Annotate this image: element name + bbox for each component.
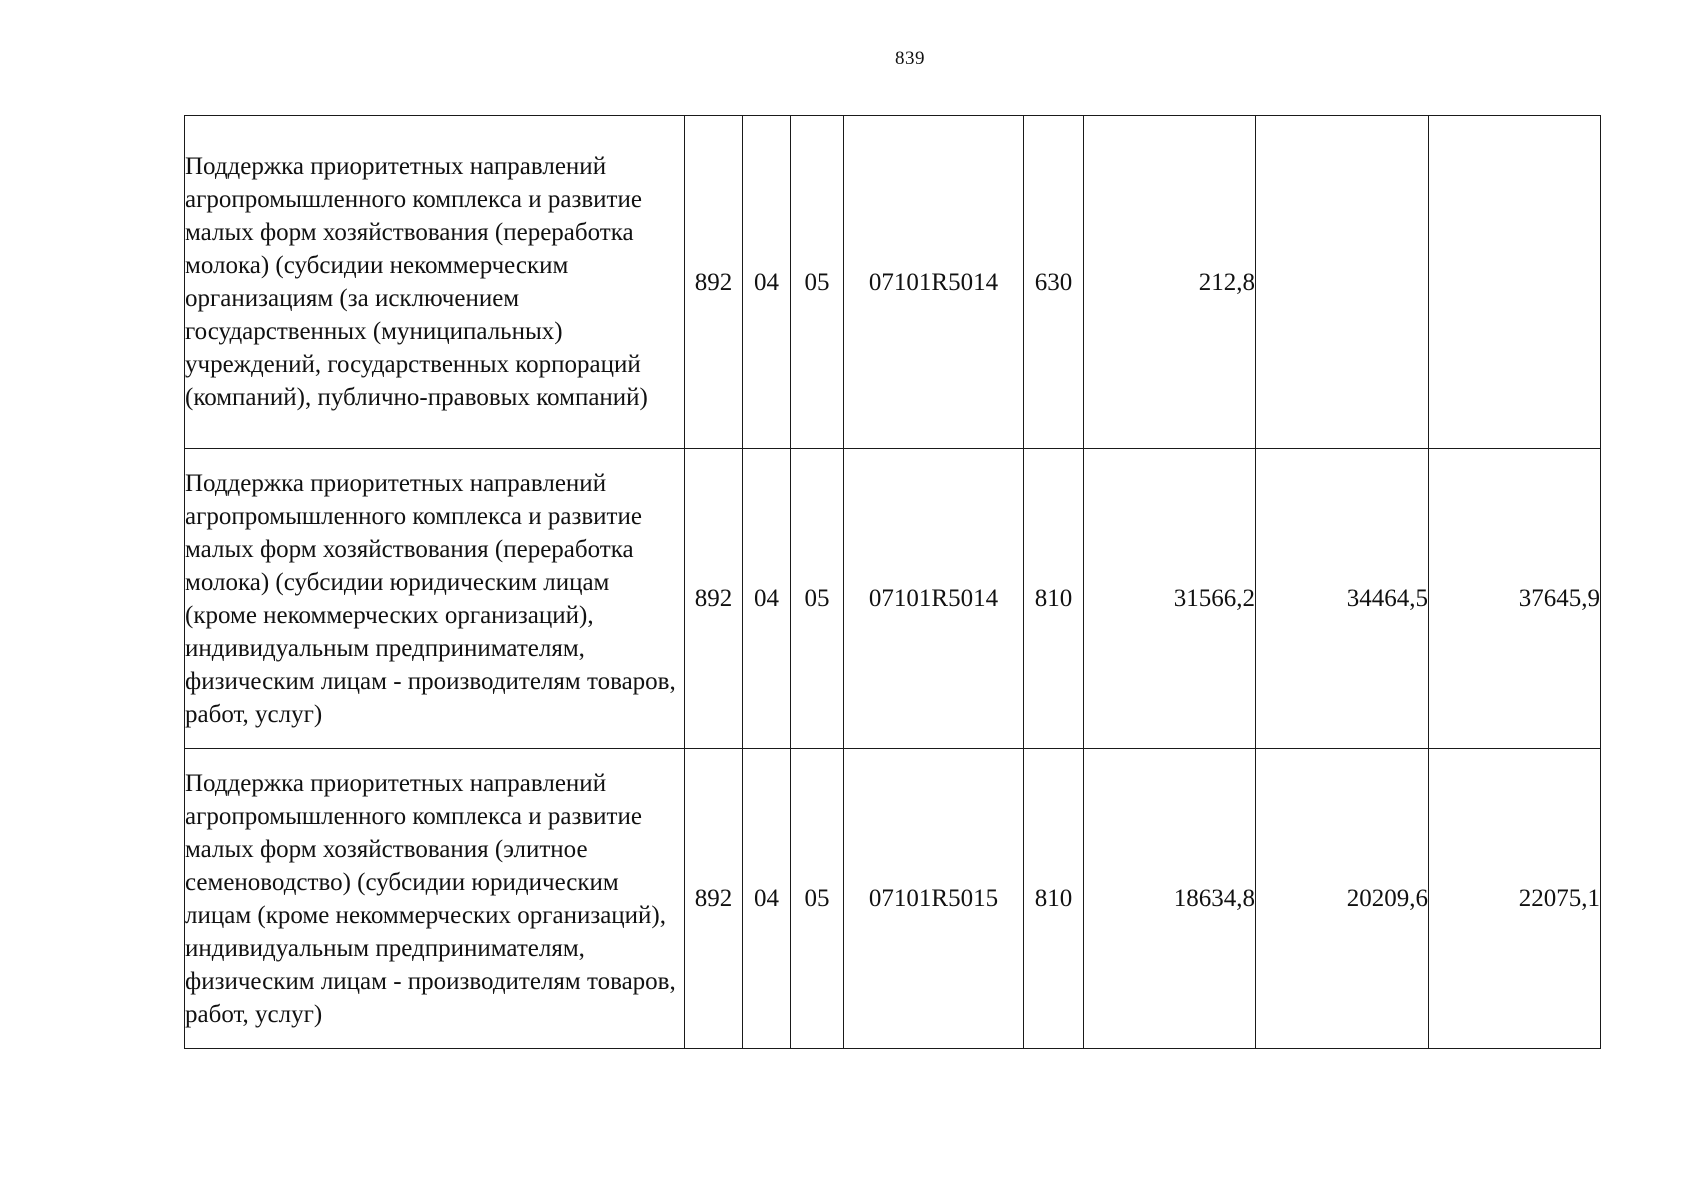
ministry-code: 892 <box>685 116 743 449</box>
page-number: 839 <box>895 48 925 69</box>
subsection-code: 05 <box>791 749 844 1049</box>
row-description: Поддержка приоритетных направлений агропромышленного комплекса и развитие малых форм хозяйствования (переработка молока) (субсидии юридическим лицам (кроме некоммерческих организаций), индивидуальным предпринимателям, физическим лицам - производителям товаров, работ, услуг) <box>185 449 685 749</box>
amount-year-3: 37645,9 <box>1429 449 1601 749</box>
row-description: Поддержка приоритетных направлений агропромышленного комплекса и развитие малых форм хозяйствования (переработка молока) (субсидии некоммерческим организациям (за исключением государственных (муниципальных) учреждений, государственных корпораций (компаний), публично-правовых компаний) <box>185 116 685 449</box>
target-article-code: 07101R5015 <box>844 749 1024 1049</box>
amount-year-3 <box>1429 116 1601 449</box>
table-row <box>185 749 1601 1049</box>
section-code: 04 <box>743 116 791 449</box>
section-code: 04 <box>743 449 791 749</box>
amount-year-1: 212,8 <box>1084 116 1256 449</box>
ministry-code: 892 <box>685 749 743 1049</box>
section-code: 04 <box>743 749 791 1049</box>
amount-year-2 <box>1256 116 1429 449</box>
expense-type-code: 810 <box>1024 449 1084 749</box>
amount-year-2: 34464,5 <box>1256 449 1429 749</box>
target-article-code: 07101R5014 <box>844 449 1024 749</box>
amount-year-3: 22075,1 <box>1429 749 1601 1049</box>
ministry-code: 892 <box>685 449 743 749</box>
amount-year-2: 20209,6 <box>1256 749 1429 1049</box>
subsection-code: 05 <box>791 116 844 449</box>
table-row <box>185 116 1601 449</box>
row-description: Поддержка приоритетных направлений агропромышленного комплекса и развитие малых форм хозяйствования (элитное семеноводство) (субсидии юридическим лицам (кроме некоммерческих организаций), индивидуальным предпринимателям, физическим лицам - производителям товаров, работ, услуг) <box>185 749 685 1049</box>
amount-year-1: 18634,8 <box>1084 749 1256 1049</box>
subsection-code: 05 <box>791 449 844 749</box>
target-article-code: 07101R5014 <box>844 116 1024 449</box>
budget-table <box>184 115 1601 1049</box>
amount-year-1: 31566,2 <box>1084 449 1256 749</box>
expense-type-code: 630 <box>1024 116 1084 449</box>
expense-type-code: 810 <box>1024 749 1084 1049</box>
table-row <box>185 449 1601 749</box>
